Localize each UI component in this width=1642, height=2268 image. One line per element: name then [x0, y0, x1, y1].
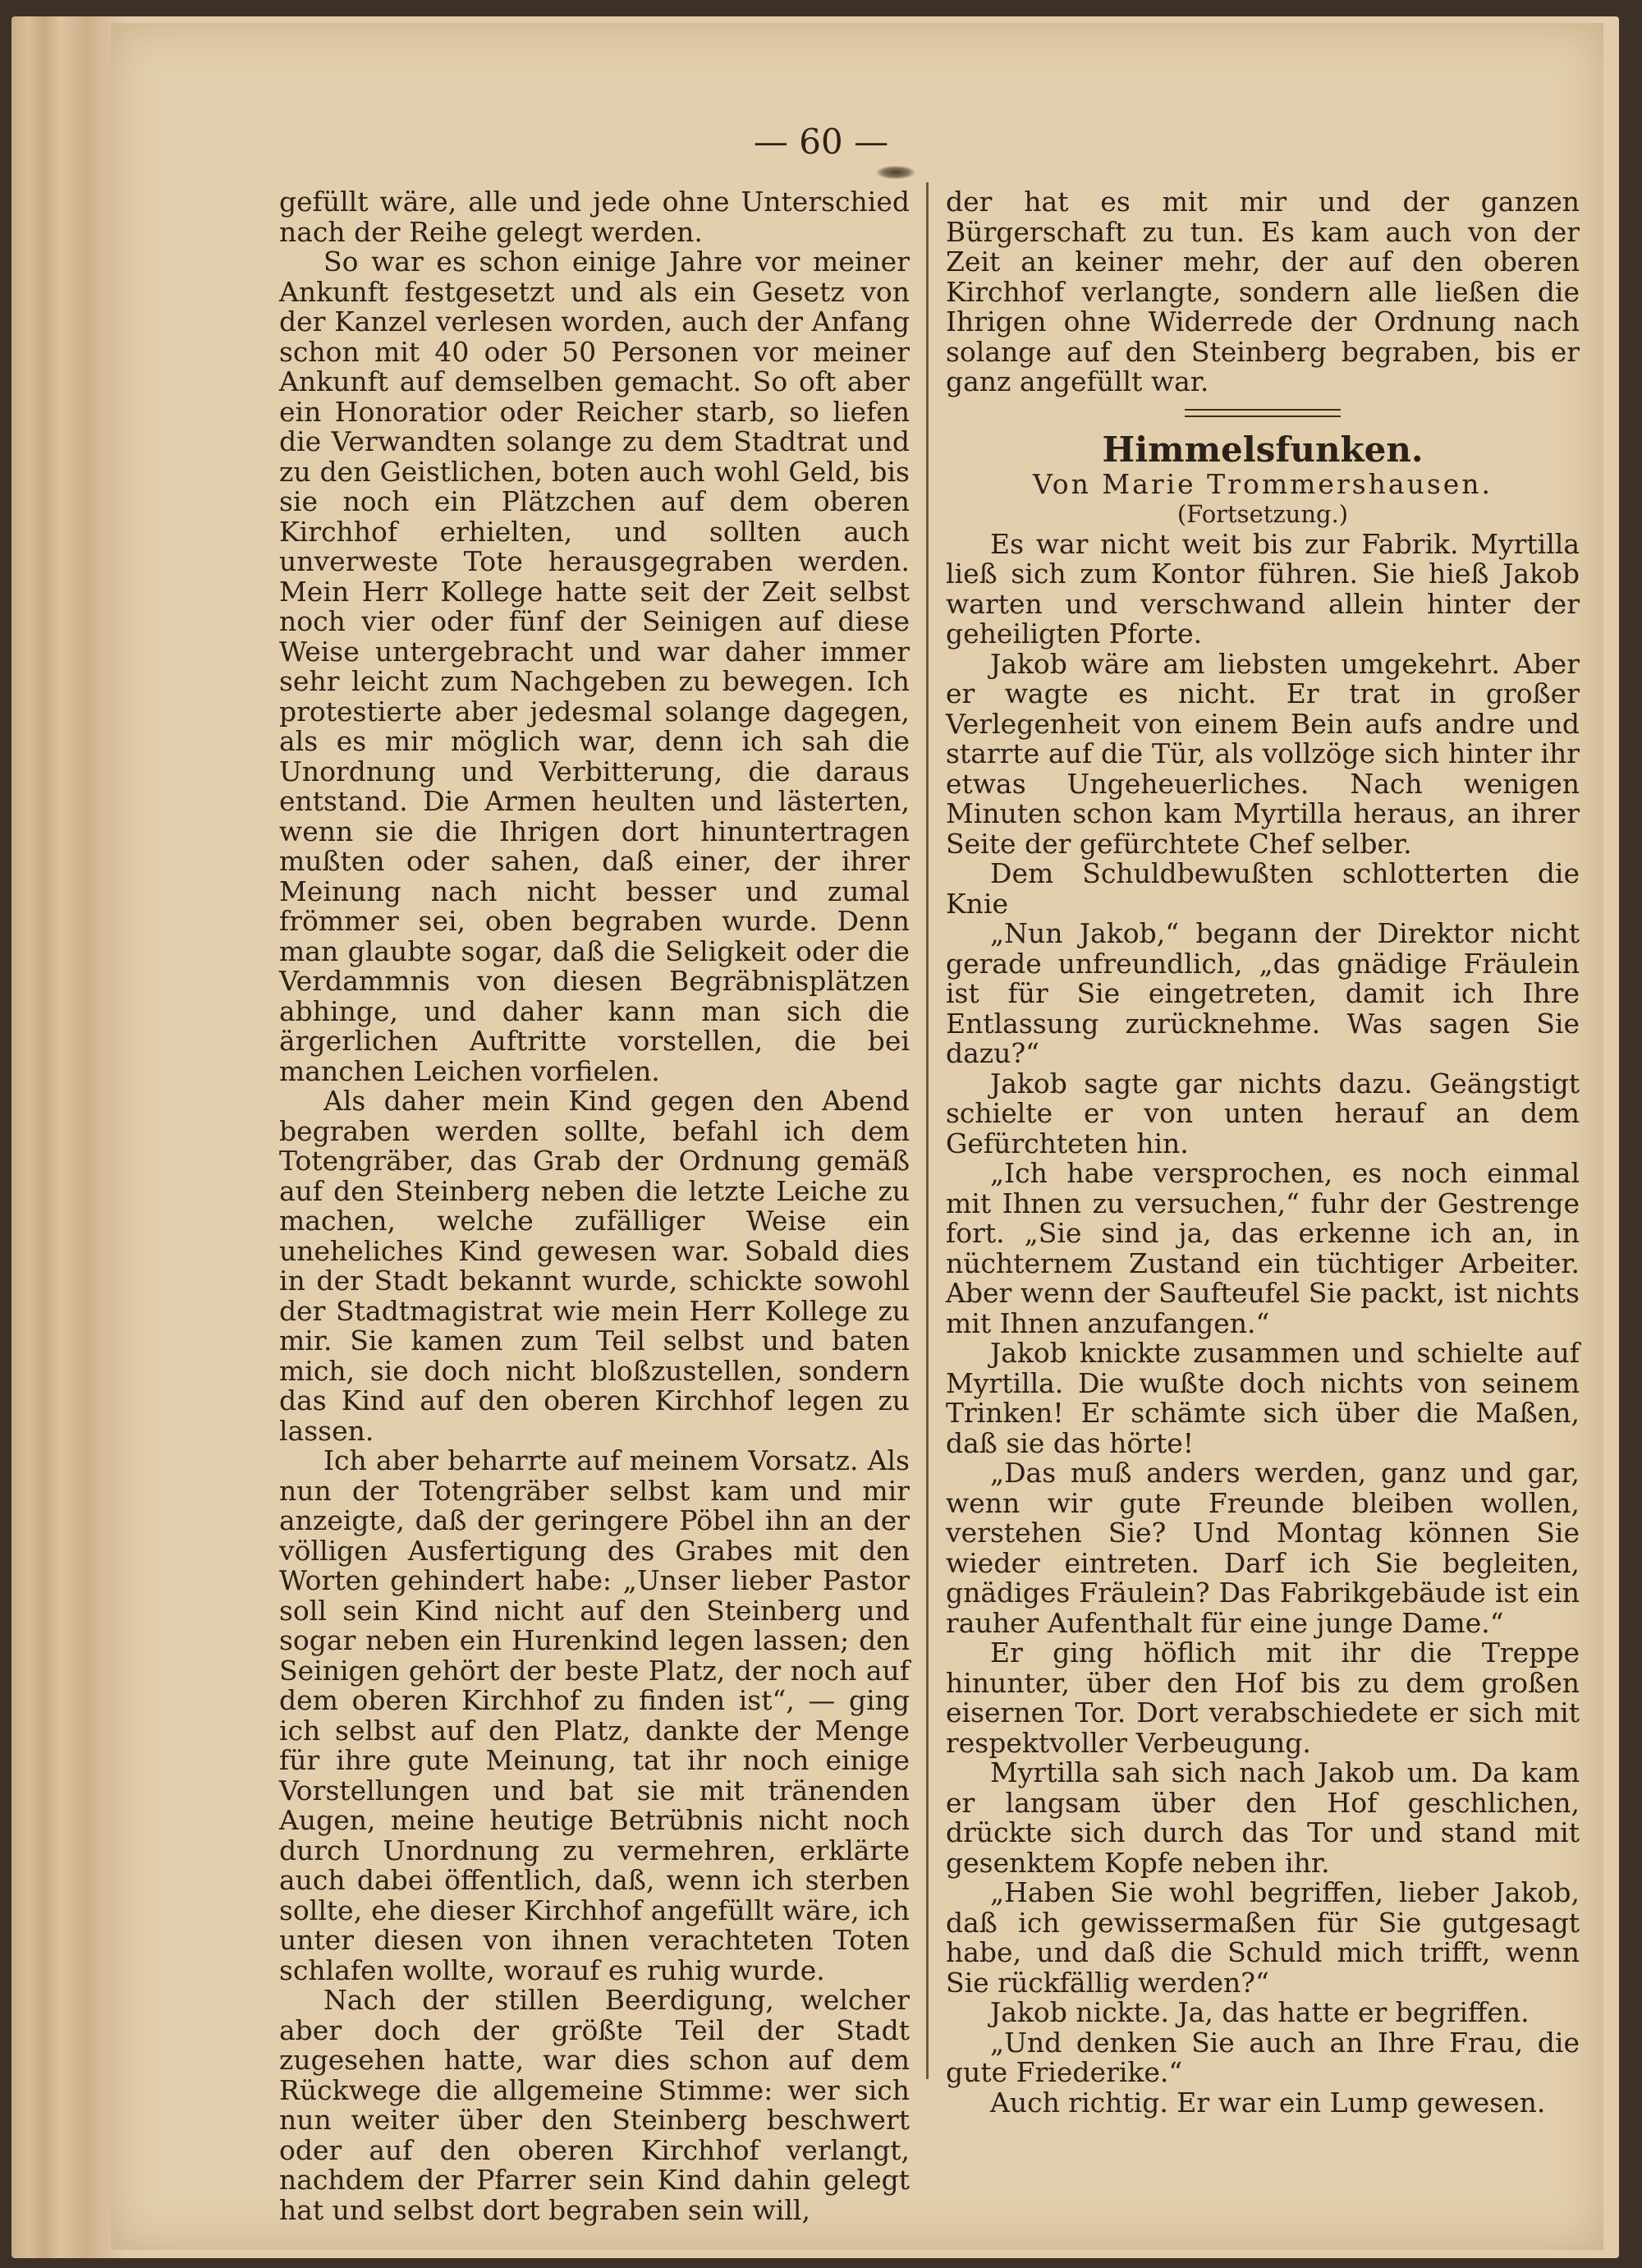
paragraph: Auch richtig. Er war ein Lump gewesen. — [990, 2086, 1546, 2119]
page-number: — 60 — — [753, 122, 889, 162]
paragraph: „Nun Jakob,“ begann der Direktor nicht gerade unfreundlich, „das gnädige Fräulein ist für Sie eingetreten, damit ich Ihre Entlassung zurücknehme. Was sagen Sie dazu?“ — [946, 917, 1580, 1069]
article-byline: Von Marie Trommershausen. — [1032, 467, 1493, 500]
paragraph: „Ich habe versprochen, es noch einmal mit Ihnen zu versuchen,“ fuhr der Gestrenge fort. „Sie sind ja, das erkenne ich an, in nüchternem Zustand ein tüchtiger Arbeiter. Aber wenn der Saufteufel Sie packt, ist nichts mit Ihnen anzufangen.“ — [946, 1157, 1580, 1339]
paragraph: Dem Schuldbewußten schlotterten die Knie — [946, 857, 1580, 920]
paragraph: Er ging höflich mit ihr die Treppe hinunter, über den Hof bis zu dem großen eisernen Tor. Dort verabschiedete er sich mit respektvoller Verbeugung. — [946, 1637, 1580, 1759]
paragraph: Es war nicht weit bis zur Fabrik. Myrtilla ließ sich zum Kontor führen. Sie hieß Jakob warten und verschwand allein hinter der geheiligten Pforte. — [946, 527, 1580, 650]
paragraph: Myrtilla sah sich nach Jakob um. Da kam er langsam über den Hof geschlichen, drückte sich durch das Tor und stand mit gesenktem Kopfe neben ihr. — [946, 1756, 1580, 1879]
section-rule — [1185, 409, 1341, 417]
column-divider — [926, 182, 929, 2079]
paragraph: Ich aber beharrte auf meinem Vorsatz. Als nun der Totengräber selbst kam und mir anzeigte, daß der geringere Pöbel ihn an der völligen Ausfertigung des Grabes mit den Worten gehindert habe: „Unser lieber Pastor soll sein Kind nicht auf den Steinberg und sogar neben ein Hurenkind legen lassen; den Seinigen gehört der beste Platz, der noch auf dem oberen Kirchhof zu finden ist“, — ging ich selbst auf den Platz, dankte der Menge für ihre gute Meinung, tat ihr noch einige Vorstellungen und bat sie mit tränenden Augen, meine heutige Betrübnis nicht noch durch Unordnung zu vermehren, erklärte auch dabei öffentlich, daß, wenn ich sterben sollte, ehe dieser Kirchhof angefüllt wäre, ich unter diesen von ihnen verachteten Toten schlafen wollte, worauf es ruhig wurde. — [279, 1444, 910, 1986]
paragraph: Jakob nickte. Ja, das hatte er begriffen. — [990, 1996, 1530, 2028]
paragraph: „Das muß anders werden, ganz und gar, wenn wir gute Freunde bleiben wollen, verstehen Sie? Und Montag können Sie wieder eintreten. Darf ich Sie begleiten, gnädiges Fräulein? Das Fabrikgebäude ist ein rauher Aufenthalt für eine junge Dame.“ — [946, 1457, 1580, 1639]
paragraph: der hat es mit mir und der ganzen Bürgerschaft zu tun. Es kam auch von der Zeit an keiner mehr, der auf den oberen Kirchhof verlangte, sondern alle ließen die Ihrigen ohne Widerrede der Ordnung nach solange auf den Steinberg begraben, bis er ganz angefüllt war. — [946, 186, 1580, 397]
ink-smudge — [877, 166, 915, 179]
paragraph: „Und denken Sie auch an Ihre Frau, die gute Friederike.“ — [946, 2026, 1580, 2088]
paragraph: Jakob wäre am liebsten umgekehrt. Aber er wagte es nicht. Er trat in großer Verlegenheit von einem Bein aufs andre und starrte auf die Tür, als vollzöge sich hinter ihr etwas Ungeheuerliches. Nach wenigen Minuten schon kam Myrtilla heraus, an ihrer Seite der gefürchtete Chef selber. — [946, 647, 1580, 860]
paragraph: So war es schon einige Jahre vor meiner Ankunft festgesetzt und als ein Gesetz von der Kanzel verlesen worden, auch der Anfang schon mit 40 oder 50 Personen vor meiner Ankunft auf demselben gemacht. So oft aber ein Honoratior oder Reicher starb, so liefen die Verwandten solange zu dem Stadtrat und zu den Geistlichen, boten auch wohl Geld, bis sie noch ein Plätzchen auf dem oberen Kirchhof erhielten, und sollten auch unverweste Tote herausgegraben werden. Mein Herr Kollege hatte seit der Zeit selbst noch vier oder fünf der Seinigen auf diese Weise untergebracht und war daher immer sehr leicht zum Nachgeben zu bewegen. Ich protestierte aber jedesmal solange dagegen, als es mir möglich war, denn ich sah die Unordnung und Verbitterung, die daraus entstand. Die Armen heulten und lästerten, wenn sie die Ihrigen dort hinuntertragen mußten oder sahen, daß einer, der ihrer Meinung nach nicht besser und zumal frömmer sei, oben begraben wurde. Denn man glaubte sogar, daß die Seligkeit oder die Verdammnis von diesen Begräbnisplätzen abhinge, und daher kann man sich die ärgerlichen Auftritte vorstellen, die bei manchen Leichen vorfielen. — [279, 246, 910, 1087]
paragraph: Jakob sagte gar nichts dazu. Geängstigt schielte er von unten herauf an dem Gefürchteten hin. — [946, 1067, 1580, 1159]
article-title: Himmelsfunken. — [1102, 429, 1424, 470]
right-column — [946, 187, 1580, 2118]
left-column — [279, 187, 910, 2225]
paragraph: „Haben Sie wohl begriffen, lieber Jakob, daß ich gewissermaßen für Sie gutgesagt habe, und daß die Schuld mich trifft, wenn Sie rückfällig werden?“ — [946, 1876, 1580, 1999]
paragraph: Nach der stillen Beerdigung, welcher aber doch der größte Teil der Stadt zugesehen hatte, war dies schon auf dem Rückwege die allgemeine Stimme: wer sich nun weiter über den Steinberg beschwert oder auf den oberen Kirchhof verlangt, nachdem der Pfarrer sein Kind dahin gelegt hat und selbst dort begraben sein will, — [279, 1984, 910, 2226]
paragraph: Jakob knickte zusammen und schielte auf Myrtilla. Die wußte doch nichts von seinem Trinken! Er schämte sich über die Maßen, daß sie das hörte! — [946, 1337, 1580, 1459]
paragraph: Als daher mein Kind gegen den Abend begraben werden sollte, befahl ich dem Totengräber, das Grab der Ordnung gemäß auf den Steinberg neben die letzte Leiche zu machen, welche zufälliger Weise ein uneheliches Kind gewesen war. Sobald dies in der Stadt bekannt wurde, schickte sowohl der Stadtmagistrat wie mein Herr Kollege zu mir. Sie kamen zum Teil selbst und baten mich, sie doch nicht bloßzustellen, sondern das Kind auf den oberen Kirchhof legen zu lassen. — [279, 1085, 910, 1447]
paragraph: gefüllt wäre, alle und jede ohne Unterschied nach der Reihe gelegt werden. — [279, 186, 910, 248]
continuation-note: (Fortsetzung.) — [1176, 500, 1349, 528]
